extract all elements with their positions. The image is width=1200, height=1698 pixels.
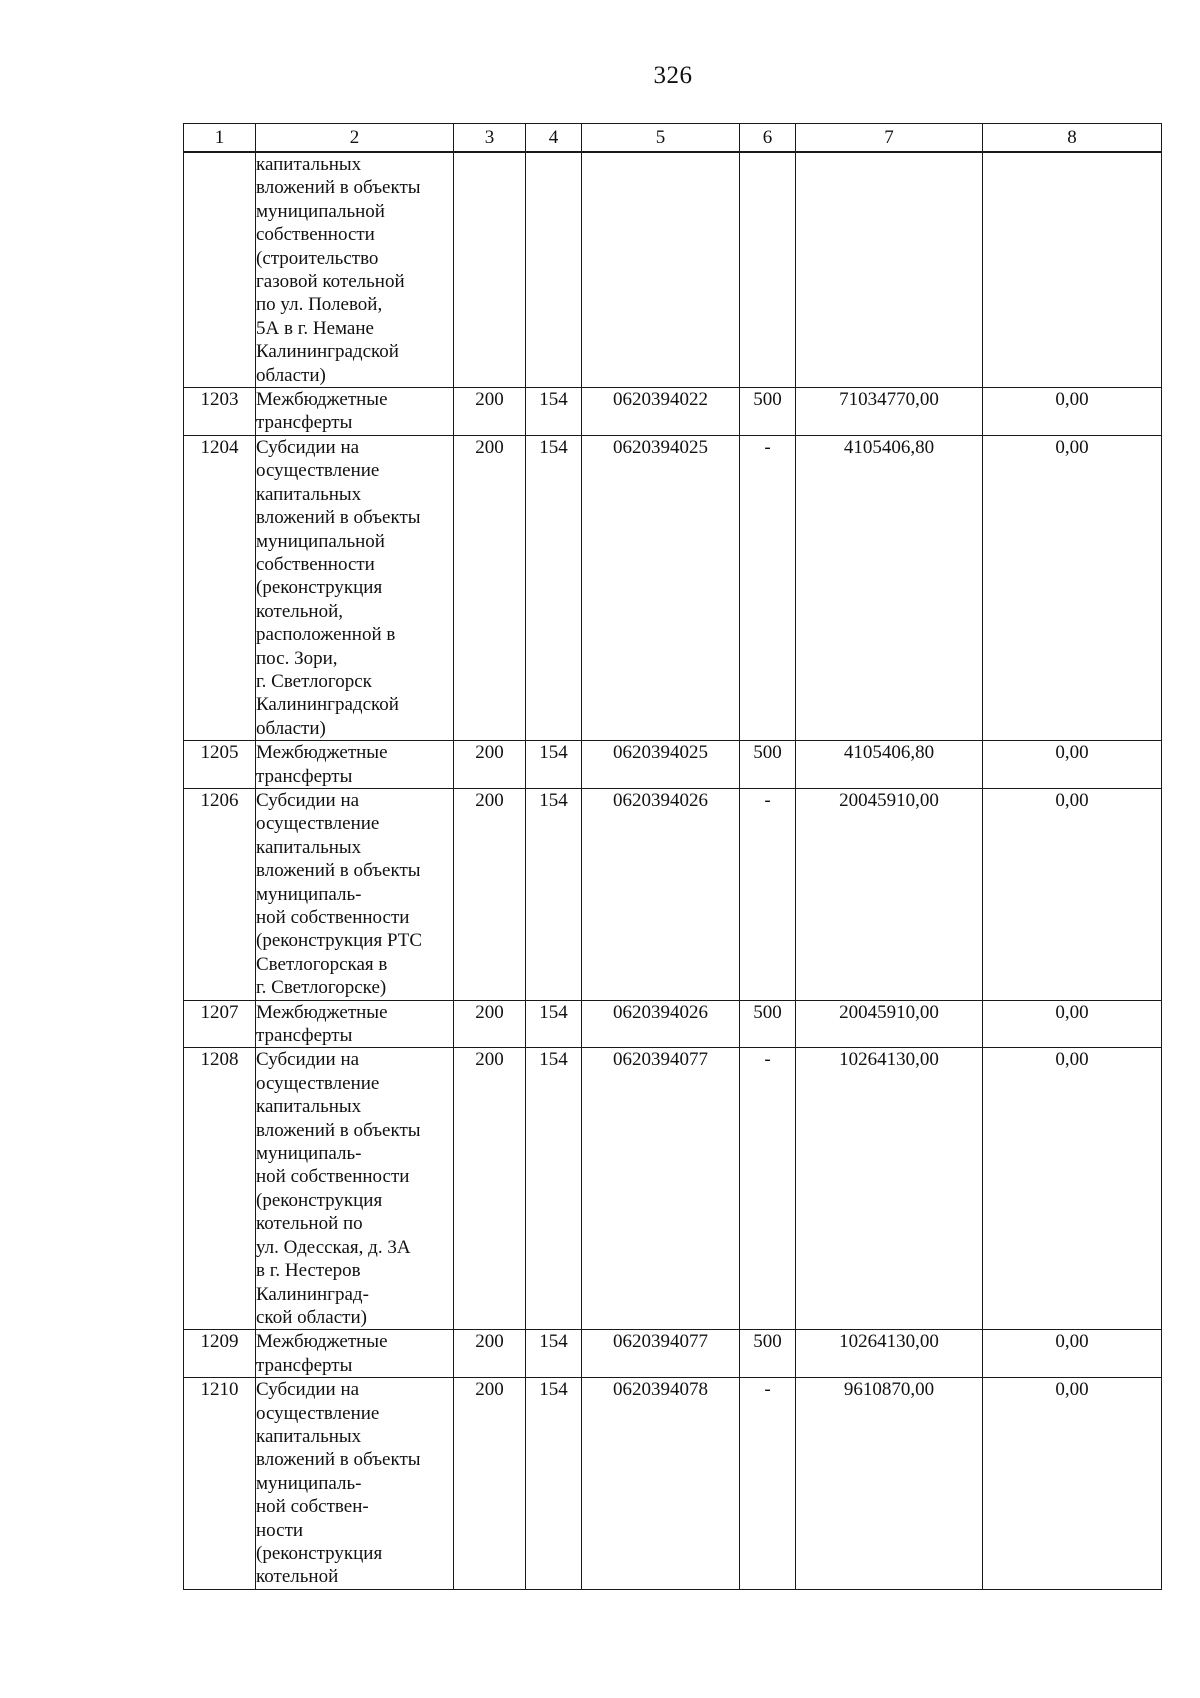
description-line: (реконструкция РТС	[256, 930, 423, 952]
column-3-cell: 200	[454, 1378, 526, 1590]
column-7-cell: 4105406,80	[796, 435, 983, 740]
budget-table	[183, 123, 1162, 1590]
row-number-cell: 1204	[184, 435, 256, 740]
description-line: осуществление	[256, 1072, 380, 1094]
description-line: Межбюджетные	[256, 742, 388, 764]
description-line: вложений в объекты	[256, 860, 421, 882]
description-line: муниципаль-	[256, 1472, 362, 1494]
column-6-cell: 500	[740, 1330, 796, 1378]
column-7-cell: 9610870,00	[796, 1378, 983, 1590]
row-number-cell: 1207	[184, 1000, 256, 1048]
column-8-cell: 0,00	[983, 388, 1162, 436]
table-row	[184, 435, 1162, 740]
column-7-cell: 20045910,00	[796, 788, 983, 1000]
description-line: ул. Одесская, д. 3А	[256, 1236, 411, 1258]
description-line: (реконструкция	[256, 1542, 383, 1564]
table-row	[184, 741, 1162, 789]
description-line: (строительство	[256, 247, 379, 269]
table-row	[184, 1048, 1162, 1330]
table-row	[184, 788, 1162, 1000]
table-body	[184, 152, 1162, 1589]
description-line: Светлогорская в	[256, 953, 388, 975]
column-3-cell: 200	[454, 1330, 526, 1378]
column-8-cell: 0,00	[983, 1330, 1162, 1378]
description-line: Субсидии на	[256, 436, 360, 458]
header-col-4: 4	[526, 124, 582, 153]
column-3-cell: 200	[454, 1048, 526, 1330]
description-line: ной собственности	[256, 907, 410, 928]
table-row	[184, 1000, 1162, 1048]
description-line: капитальных	[256, 483, 362, 505]
description-line: Калининградской	[256, 341, 399, 363]
description-line: капитальных	[256, 154, 362, 175]
description-line: вложений в объекты	[256, 177, 421, 199]
description-line: муниципальной	[256, 200, 385, 222]
header-col-1: 1	[184, 124, 256, 153]
table-header	[184, 124, 1162, 153]
header-col-6: 6	[740, 124, 796, 153]
column-5-cell: 0620394025	[582, 741, 740, 789]
description-line: Межбюджетные	[256, 389, 388, 411]
column-7-cell: 10264130,00	[796, 1048, 983, 1330]
description-line: котельной по	[256, 1213, 363, 1235]
column-4-cell: 154	[526, 1000, 582, 1048]
description-line: Субсидии на	[256, 1049, 360, 1071]
column-4-cell: 154	[526, 1378, 582, 1590]
description-line: в г. Нестеров	[256, 1260, 361, 1282]
description-line: (реконструкция	[256, 577, 383, 599]
row-number-cell: 1205	[184, 741, 256, 789]
column-4-cell: 154	[526, 1048, 582, 1330]
description-cell	[256, 741, 454, 789]
description-line: вложений в объекты	[256, 1119, 421, 1141]
description-line: ной собствен-	[256, 1496, 369, 1518]
column-4-cell: 154	[526, 741, 582, 789]
header-row	[184, 124, 1162, 153]
header-col-5: 5	[582, 124, 740, 153]
column-3-cell: 200	[454, 1000, 526, 1048]
column-4-cell: 154	[526, 788, 582, 1000]
header-col-3: 3	[454, 124, 526, 153]
description-line: капитальных	[256, 1425, 362, 1447]
description-line: г. Светлогорск	[256, 670, 372, 692]
column-5-cell: 0620394025	[582, 435, 740, 740]
column-7-cell: 71034770,00	[796, 388, 983, 436]
column-6-cell: -	[740, 435, 796, 740]
column-8-cell: 0,00	[983, 788, 1162, 1000]
column-4-cell: 154	[526, 435, 582, 740]
description-line: Калининград-	[256, 1283, 369, 1305]
column-6-cell	[740, 152, 796, 388]
description-cell	[256, 1378, 454, 1590]
column-5-cell	[582, 152, 740, 388]
column-5-cell: 0620394077	[582, 1048, 740, 1330]
description-cell	[256, 388, 454, 436]
description-line: осуществление	[256, 813, 380, 835]
column-3-cell: 200	[454, 741, 526, 789]
description-line: г. Светлогорске)	[256, 977, 387, 999]
description-line: муниципальной	[256, 530, 385, 552]
column-6-cell: -	[740, 1048, 796, 1330]
column-3-cell	[454, 152, 526, 388]
description-line: собственности	[256, 553, 375, 575]
table-row	[184, 1378, 1162, 1590]
column-8-cell: 0,00	[983, 435, 1162, 740]
description-line: ской области)	[256, 1306, 367, 1328]
description-line: газовой котельной	[256, 271, 405, 293]
column-3-cell: 200	[454, 788, 526, 1000]
description-cell	[256, 788, 454, 1000]
column-6-cell: -	[740, 1378, 796, 1590]
column-5-cell: 0620394077	[582, 1330, 740, 1378]
description-cell	[256, 1000, 454, 1048]
column-7-cell: 4105406,80	[796, 741, 983, 789]
column-8-cell: 0,00	[983, 1378, 1162, 1590]
column-7-cell	[796, 152, 983, 388]
description-line: трансферты	[256, 1354, 353, 1376]
row-number-cell: 1209	[184, 1330, 256, 1378]
description-cell	[256, 1330, 454, 1378]
description-line: трансферты	[256, 765, 353, 787]
column-5-cell: 0620394022	[582, 388, 740, 436]
description-line: муниципаль-	[256, 883, 362, 905]
description-line: 5А в г. Немане	[256, 317, 374, 339]
page-number: 326	[653, 62, 693, 89]
description-line: капитальных	[256, 1096, 362, 1118]
description-line: собственности	[256, 224, 375, 246]
column-8-cell: 0,00	[983, 741, 1162, 789]
row-number-cell: 1203	[184, 388, 256, 436]
description-line: котельной,	[256, 600, 343, 622]
description-line: Межбюджетные	[256, 1001, 388, 1023]
description-line: капитальных	[256, 836, 362, 858]
header-col-7: 7	[796, 124, 983, 153]
description-line: по ул. Полевой,	[256, 294, 383, 316]
table-row	[184, 1330, 1162, 1378]
row-number-cell	[184, 152, 256, 388]
description-line: Субсидии на	[256, 789, 360, 811]
description-line: Межбюджетные	[256, 1331, 388, 1353]
description-line: осуществление	[256, 460, 380, 482]
description-line: ности	[256, 1519, 304, 1541]
description-line: трансферты	[256, 1025, 353, 1047]
description-cell	[256, 435, 454, 740]
description-line: (реконструкция	[256, 1189, 383, 1211]
column-4-cell: 154	[526, 388, 582, 436]
column-4-cell	[526, 152, 582, 388]
column-8-cell: 0,00	[983, 1000, 1162, 1048]
row-number-cell: 1206	[184, 788, 256, 1000]
column-4-cell: 154	[526, 1330, 582, 1378]
column-8-cell: 0,00	[983, 1048, 1162, 1330]
description-line: Субсидии на	[256, 1379, 360, 1401]
column-6-cell: 500	[740, 1000, 796, 1048]
column-6-cell: -	[740, 788, 796, 1000]
header-col-2: 2	[256, 124, 454, 153]
column-6-cell: 500	[740, 388, 796, 436]
column-7-cell: 20045910,00	[796, 1000, 983, 1048]
description-line: котельной	[256, 1566, 339, 1588]
column-3-cell: 200	[454, 388, 526, 436]
description-line: муниципаль-	[256, 1143, 362, 1165]
description-line: расположенной в	[256, 624, 396, 646]
row-number-cell: 1208	[184, 1048, 256, 1330]
description-line: пос. Зори,	[256, 647, 338, 669]
description-cell	[256, 1048, 454, 1330]
row-number-cell: 1210	[184, 1378, 256, 1590]
column-7-cell: 10264130,00	[796, 1330, 983, 1378]
description-line: области)	[256, 364, 326, 386]
description-line: вложений в объекты	[256, 1449, 421, 1471]
description-line: трансферты	[256, 412, 353, 434]
description-line: вложений в объекты	[256, 507, 421, 529]
column-5-cell: 0620394078	[582, 1378, 740, 1590]
column-8-cell	[983, 152, 1162, 388]
column-3-cell: 200	[454, 435, 526, 740]
column-5-cell: 0620394026	[582, 1000, 740, 1048]
table-row	[184, 152, 1162, 388]
column-5-cell: 0620394026	[582, 788, 740, 1000]
header-col-8: 8	[983, 124, 1162, 153]
column-6-cell: 500	[740, 741, 796, 789]
description-line: ной собственности	[256, 1166, 410, 1188]
description-cell	[256, 152, 454, 388]
table-row	[184, 388, 1162, 436]
description-line: осуществление	[256, 1402, 380, 1424]
description-line: Калининградской	[256, 694, 399, 716]
description-line: области)	[256, 717, 326, 739]
